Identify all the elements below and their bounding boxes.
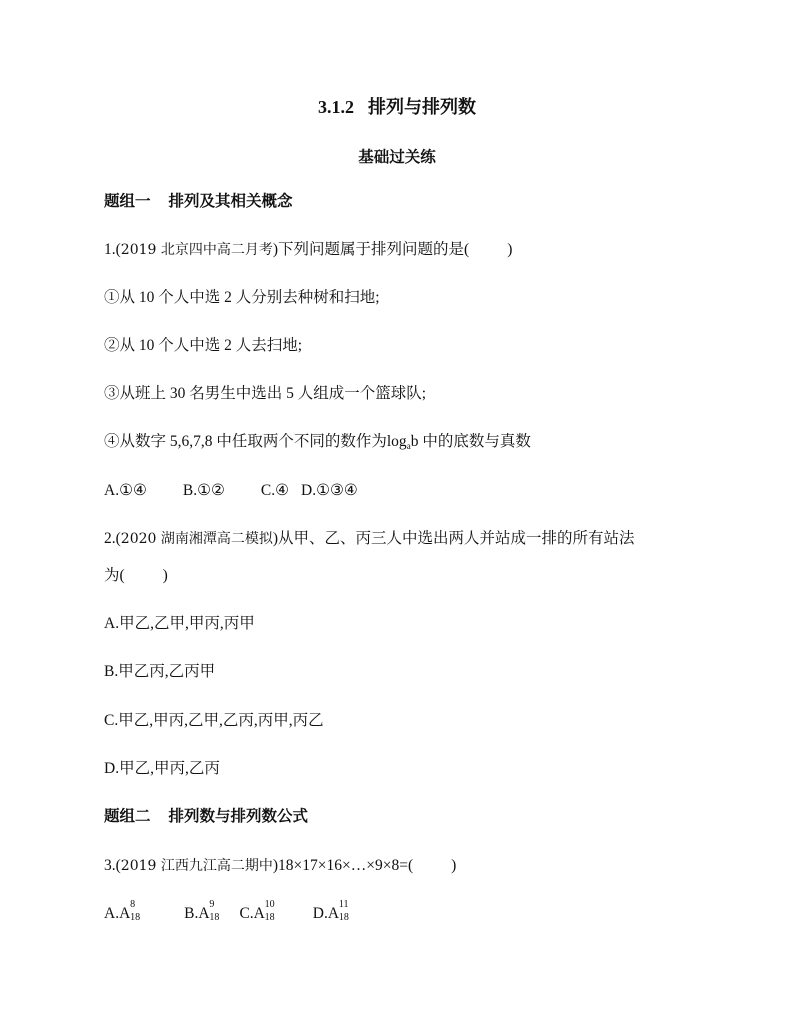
q1-item-2: ②从 10 个人中选 2 人去扫地; [104,337,303,354]
permutation-symbol: A 9 18 [198,899,220,923]
group-label: 题组二 [104,808,151,825]
group-heading-2 [104,807,308,827]
q1-item-4-before: ④从数字 5,6,7,8 中任取两个不同的数作为log [104,433,407,450]
group-label: 题组一 [104,193,151,210]
group-heading-1 [104,192,293,212]
answer-paren-close: ) [162,567,168,584]
section-number: 3.1.2 [318,97,354,117]
group-title: 排列数与排列数公式 [168,808,309,825]
question-source: 2019 江西九江高二期中 [120,858,273,874]
q1-options [104,481,358,501]
q1-item-4 [104,432,531,456]
answer-paren-close: ) [507,241,513,258]
q2-option-d: D.甲乙,甲丙,乙丙 [104,760,220,777]
question-number: 2.( [104,530,121,547]
section-title-text: 排列与排列数 [368,97,476,117]
q1-item-3: ③从班上 30 名男生中选出 5 人组成一个篮球队; [104,385,427,402]
question-2-stem [104,529,635,549]
permutation-symbol: A 10 18 [253,899,275,923]
q1-item-1: ①从 10 个人中选 2 人分别去种树和扫地; [104,289,380,306]
q1-item-4-after: b 中的底数与真数 [410,433,531,450]
q1-option-a: A.①④ [104,482,147,499]
log-base-subscript: a [406,441,411,451]
section-title [0,93,794,119]
group-title: 排列及其相关概念 [168,193,293,210]
question-text-continued: 为( [104,567,125,584]
q1-option-d: D.①③④ [301,482,358,499]
q1-option-b: B.①② [182,482,225,499]
q2-option-b: B.甲乙丙,乙丙甲 [104,663,216,680]
permutation-symbol: A 11 18 [327,899,349,923]
q3-option-b: B.A 9 18 [184,905,223,922]
q2-option-c: C.甲乙,甲丙,乙甲,乙丙,丙甲,丙乙 [104,712,324,729]
q2-option-a: A.甲乙,乙甲,甲丙,丙甲 [104,615,255,632]
question-text: )从甲、乙、丙三人中选出两人并站成一排的所有站法 [272,530,635,547]
question-text: )18×17×16×…×9×8=( [272,857,414,874]
question-3-stem [104,856,456,876]
q3-option-c: C.A 10 18 [239,905,278,922]
q3-option-d: D.A 11 18 [313,905,353,922]
page-subtitle: 基础过关练 [358,149,436,166]
question-source: 2019 北京四中高二月考 [120,242,273,258]
permutation-symbol: A 8 18 [119,899,141,923]
question-1-stem [104,240,512,260]
question-source: 2020 湖南湘潭高二模拟 [120,531,273,547]
answer-paren-close: ) [451,857,457,874]
question-number: 3.( [104,857,121,874]
question-2-stem-line2 [104,566,168,586]
q1-option-c: C.④ [260,482,289,499]
q3-options [104,899,353,924]
q3-option-a: A.A 8 18 [104,905,144,922]
question-text: )下列问题属于排列问题的是( [272,241,470,258]
question-number: 1.( [104,241,121,258]
